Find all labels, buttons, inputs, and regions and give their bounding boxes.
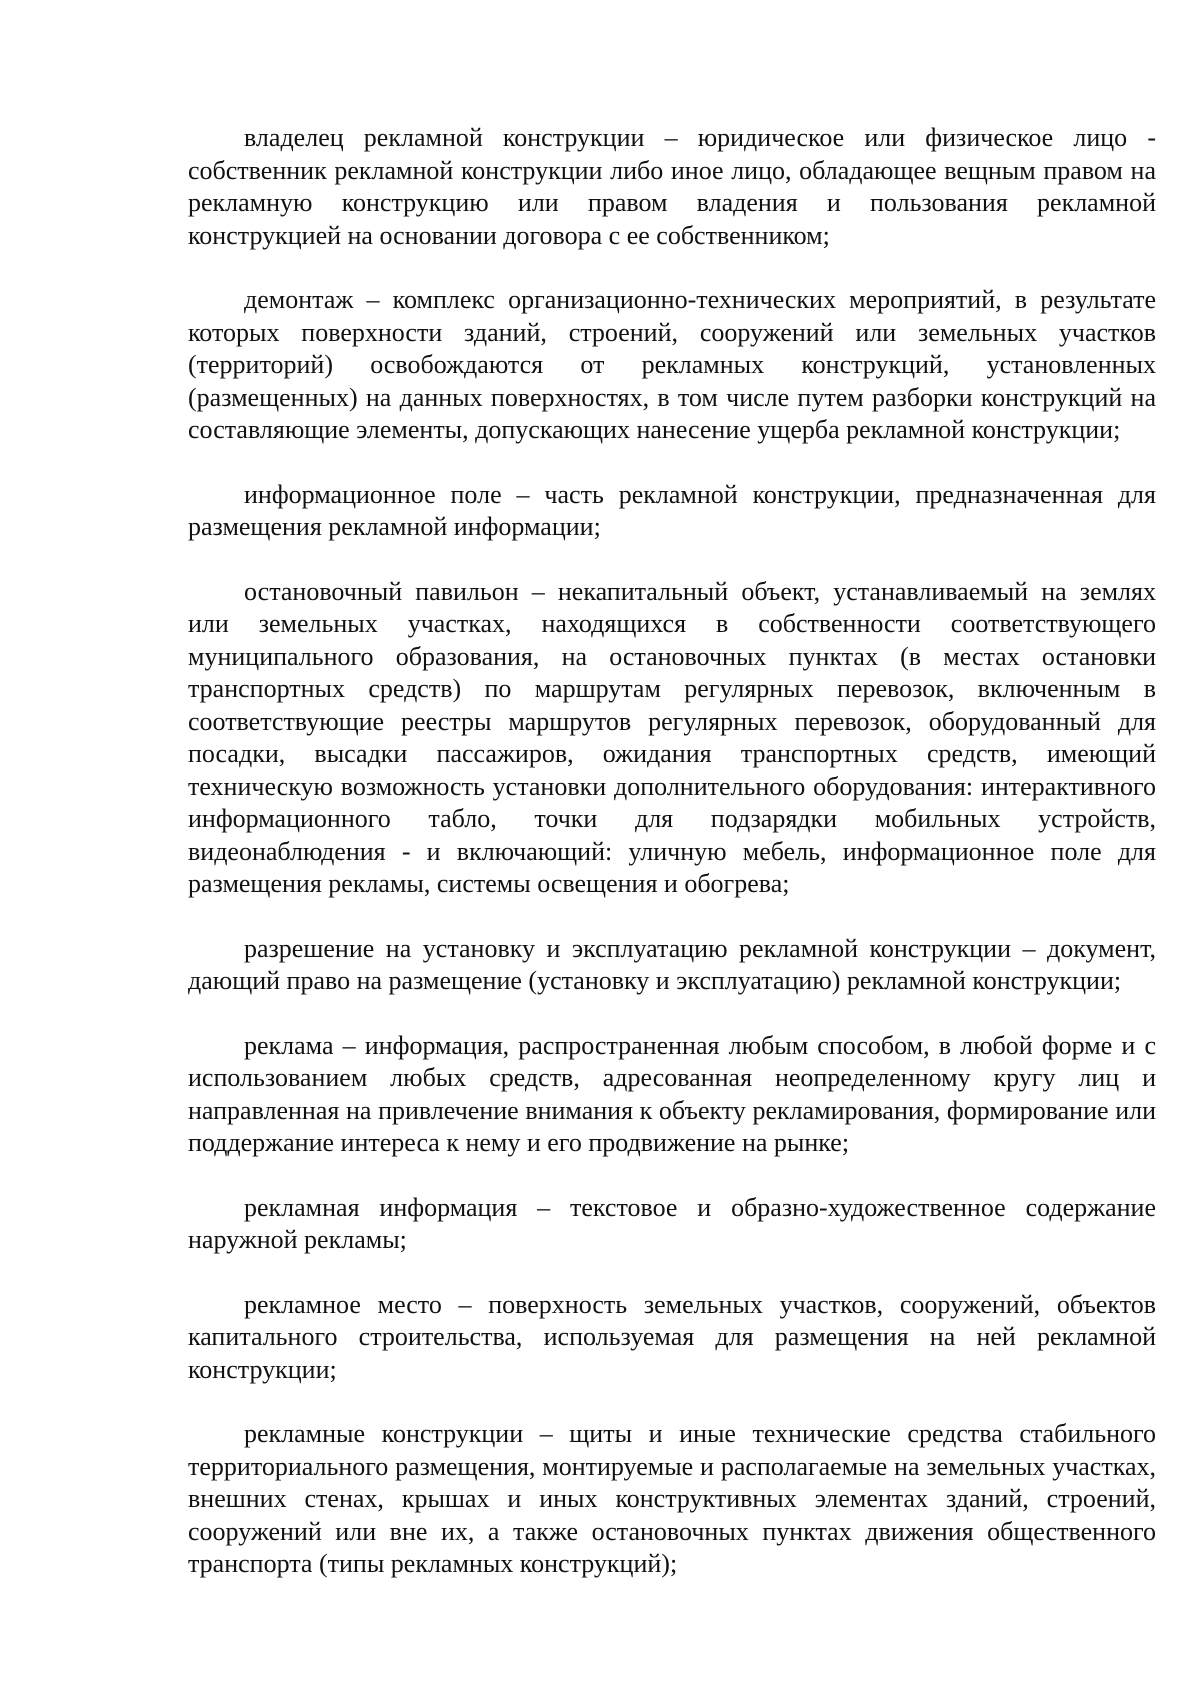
- definition-advertising: реклама – информация, распространенная любым способом, в любой форме и с использованием любых средств, адресованная неопределенному кругу лиц и направленная на привлечение внимания к объекту рекламирования, формирование или поддержание интереса к нему и его продвижение на рынке;: [188, 1030, 1156, 1157]
- definition-dismantling: демонтаж – комплекс организационно-технических мероприятий, в результате которых поверхности зданий, строений, сооружений или земельных участков (территорий) освобождаются от рекламных конструкций, установленных (размещенных) на данных поверхностях, в том числе путем разборки конструкций на составляющие элементы, допускающих нанесение ущерба рекламной конструкции;: [188, 285, 1156, 444]
- definition-advertising-information: рекламная информация – текстовое и образно-художественное содержание наружной рекламы;: [188, 1192, 1156, 1254]
- definition-permit: разрешение на установку и эксплуатацию рекламной конструкции – документ, дающий право на размещение (установку и эксплуатацию) рекламной конструкции;: [188, 933, 1156, 995]
- document-body: [188, 122, 1156, 1613]
- definition-information-field: информационное поле – часть рекламной конструкции, предназначенная для размещения рекламной информации;: [188, 479, 1156, 541]
- definition-advertising-place: рекламное место – поверхность земельных участков, сооружений, объектов капитального строительства, используемая для размещения на ней рекламной конструкции;: [188, 1289, 1156, 1384]
- definition-bus-stop-pavilion: остановочный павильон – некапитальный объект, устанавливаемый на землях или земельных участках, находящихся в собственности соответствующего муниципального образования, на остановочных пунктах (в местах остановки транспортных средств) по маршрутам регулярных перевозок, включенным в соответствующие реестры маршрутов регулярных перевозок, оборудованный для посадки, высадки пассажиров, ожидания транспортных средств, имеющий техническую возможность установки дополнительного оборудования: интерактивного информационного табло, точки для подзарядки мобильных устройств, видеонаблюдения - и включающий: уличную мебель, информационное поле для размещения рекламы, системы освещения и обогрева;: [188, 576, 1156, 898]
- definition-advertising-structures: рекламные конструкции – щиты и иные технические средства стабильного территориального размещения, монтируемые и располагаемые на земельных участках, внешних стенах, крышах и иных конструктивных элементах зданий, строений, сооружений или вне их, а также остановочных пунктах движения общественного транспорта (типы рекламных конструкций);: [188, 1419, 1156, 1578]
- definition-owner: владелец рекламной конструкции – юридическое или физическое лицо - собственник рекламной конструкции либо иное лицо, обладающее вещным правом на рекламную конструкцию или правом владения и пользования рекламной конструкцией на основании договора с ее собственником;: [188, 123, 1156, 250]
